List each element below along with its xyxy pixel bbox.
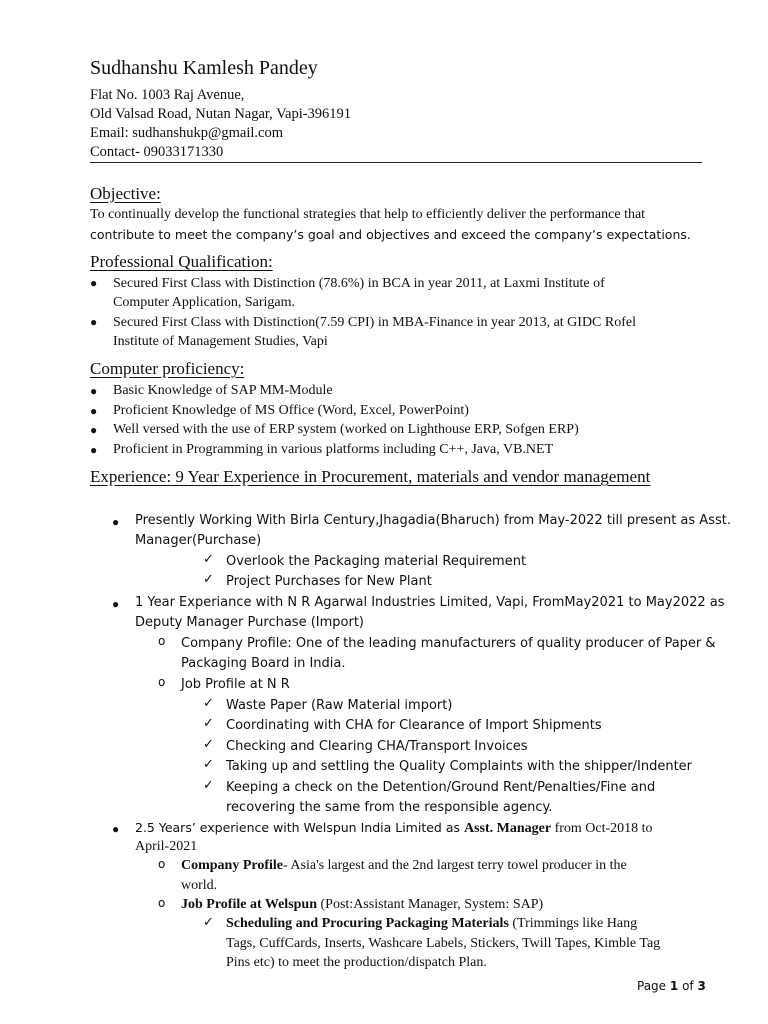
- welspun-job: [181, 895, 543, 915]
- qualification-heading: Professional Qualification:: [90, 252, 273, 271]
- computer-item: Proficient in Programming in various platforms including C++, Java, VB.NET: [113, 442, 554, 457]
- bullet-icon: ●: [90, 384, 98, 398]
- birla-check-item: Overlook the Packaging material Requirement: [226, 554, 527, 569]
- qualification-item: Secured First Class with Distinction (78.6%) in BCA in year 2011, at Laxmi Institute of: [113, 276, 605, 291]
- welspun-line-1: [135, 818, 653, 839]
- bullet-icon: ●: [112, 822, 120, 836]
- bullet-icon: ●: [90, 423, 98, 437]
- welspun-dates: from Oct-2018 to: [551, 821, 653, 836]
- nr-check-item: Keeping a check on the Detention/Ground Rent/Penalties/Fine and: [226, 780, 656, 795]
- welspun-sched-label: Scheduling and Procuring Packaging Materials: [226, 916, 509, 931]
- bullet-icon: ●: [90, 315, 98, 329]
- welspun-line-1-text: 2.5 Years’ experience with Welspun India Limited as: [135, 820, 464, 835]
- nr-job-label: Job Profile at N R: [181, 677, 290, 692]
- qualification-item: Secured First Class with Distinction(7.59 CPI) in MBA-Finance in year 2013, at GIDC Rofel: [113, 315, 636, 330]
- bullet-icon: ●: [90, 404, 98, 418]
- welspun-sched: [226, 914, 637, 934]
- header-divider: [90, 162, 702, 163]
- page-label: Page: [637, 979, 667, 993]
- check-icon: ✓: [203, 737, 214, 752]
- objective-line-2: contribute to meet the company’s goal and objectives and exceed the company’s expectations.: [90, 227, 691, 242]
- nr-line-2: Deputy Manager Purchase (Import): [135, 615, 364, 630]
- welspun-profile-text: - Asia's largest and the 2nd largest terry towel producer in the: [283, 858, 627, 873]
- check-icon: ✓: [203, 552, 214, 567]
- check-icon: ✓: [203, 757, 214, 772]
- nr-profile-line-2: Packaging Board in India.: [181, 656, 346, 671]
- page-total: 3: [697, 979, 706, 993]
- qualification-item-cont: Computer Application, Sarigam.: [113, 295, 295, 310]
- nr-check-item: Taking up and settling the Quality Complaints with the shipper/Indenter: [226, 759, 693, 774]
- computer-item: Well versed with the use of ERP system (worked on Lighthouse ERP, Sofgen ERP): [113, 422, 579, 437]
- welspun-sched-cont: Pins etc) to meet the production/dispatch Plan.: [226, 955, 487, 970]
- check-icon: ✓: [203, 716, 214, 731]
- check-icon: ✓: [203, 778, 214, 793]
- nr-check-item: Checking and Clearing CHA/Transport Invoices: [226, 739, 528, 754]
- birla-line-2: Manager(Purchase): [135, 533, 262, 548]
- computer-item: Basic Knowledge of SAP MM-Module: [113, 383, 333, 398]
- birla-check-item: Project Purchases for New Plant: [226, 574, 432, 589]
- nr-check-item: Coordinating with CHA for Clearance of Import Shipments: [226, 718, 602, 733]
- welspun-sched-text: (Trimmings like Hang: [508, 916, 638, 931]
- welspun-title: Asst. Manager: [463, 821, 552, 836]
- contact-line: Contact- 09033171330: [90, 144, 224, 160]
- circle-bullet-icon: o: [158, 857, 166, 871]
- qualification-item-cont: Institute of Management Studies, Vapi: [113, 334, 328, 349]
- circle-bullet-icon: o: [158, 896, 166, 910]
- check-icon: ✓: [203, 915, 214, 930]
- page-current: 1: [669, 979, 679, 993]
- page-number: [637, 979, 706, 993]
- experience-heading: Experience: 9 Year Experience in Procurement, materials and vendor management: [90, 467, 651, 486]
- circle-bullet-icon: o: [158, 634, 166, 648]
- bullet-icon: ●: [112, 597, 120, 611]
- computer-item: Proficient Knowledge of MS Office (Word, Excel, PowerPoint): [113, 403, 469, 418]
- nr-line-1: 1 Year Experiance with N R Agarwal Industries Limited, Vapi, FromMay2021 to May2022 as: [135, 595, 725, 610]
- computer-heading: Computer proficiency:: [90, 359, 245, 378]
- page-of: of: [682, 979, 694, 993]
- nr-check-item: Waste Paper (Raw Material import): [226, 698, 453, 713]
- bullet-icon: ●: [90, 276, 98, 290]
- nr-profile-line-1: Company Profile: One of the leading manufacturers of quality producer of Paper &: [181, 636, 716, 651]
- welspun-sched-cont: Tags, CuffCards, Inserts, Washcare Labels, Stickers, Twill Tapes, Kimble Tag: [226, 936, 661, 951]
- birla-line-1: Presently Working With Birla Century,Jhagadia(Bharuch) from May-2022 till present as Asst.: [135, 513, 731, 528]
- bullet-icon: ●: [90, 443, 98, 457]
- candidate-name: Sudhanshu Kamlesh Pandey: [90, 57, 318, 79]
- objective-heading: Objective:: [90, 184, 161, 203]
- address-line-1: Flat No. 1003 Raj Avenue,: [90, 87, 245, 103]
- circle-bullet-icon: o: [158, 675, 166, 689]
- check-icon: ✓: [203, 696, 214, 711]
- welspun-profile: [181, 856, 627, 876]
- email-line: Email: sudhanshukp@gmail.com: [90, 125, 283, 141]
- welspun-profile-cont: world.: [181, 878, 218, 893]
- welspun-job-label: Job Profile at Welspun: [181, 897, 318, 912]
- objective-line-1: To continually develop the functional strategies that help to efficiently deliver the performance that: [90, 207, 646, 222]
- bullet-icon: ●: [112, 515, 120, 529]
- check-icon: ✓: [203, 572, 214, 587]
- welspun-profile-label: Company Profile: [181, 858, 284, 873]
- welspun-line-2: April-2021: [135, 839, 198, 854]
- nr-check-item-cont: recovering the same from the responsible agency.: [226, 800, 553, 815]
- address-line-2: Old Valsad Road, Nutan Nagar, Vapi-396191: [90, 106, 352, 122]
- welspun-job-text: (Post:Assistant Manager, System: SAP): [317, 897, 544, 912]
